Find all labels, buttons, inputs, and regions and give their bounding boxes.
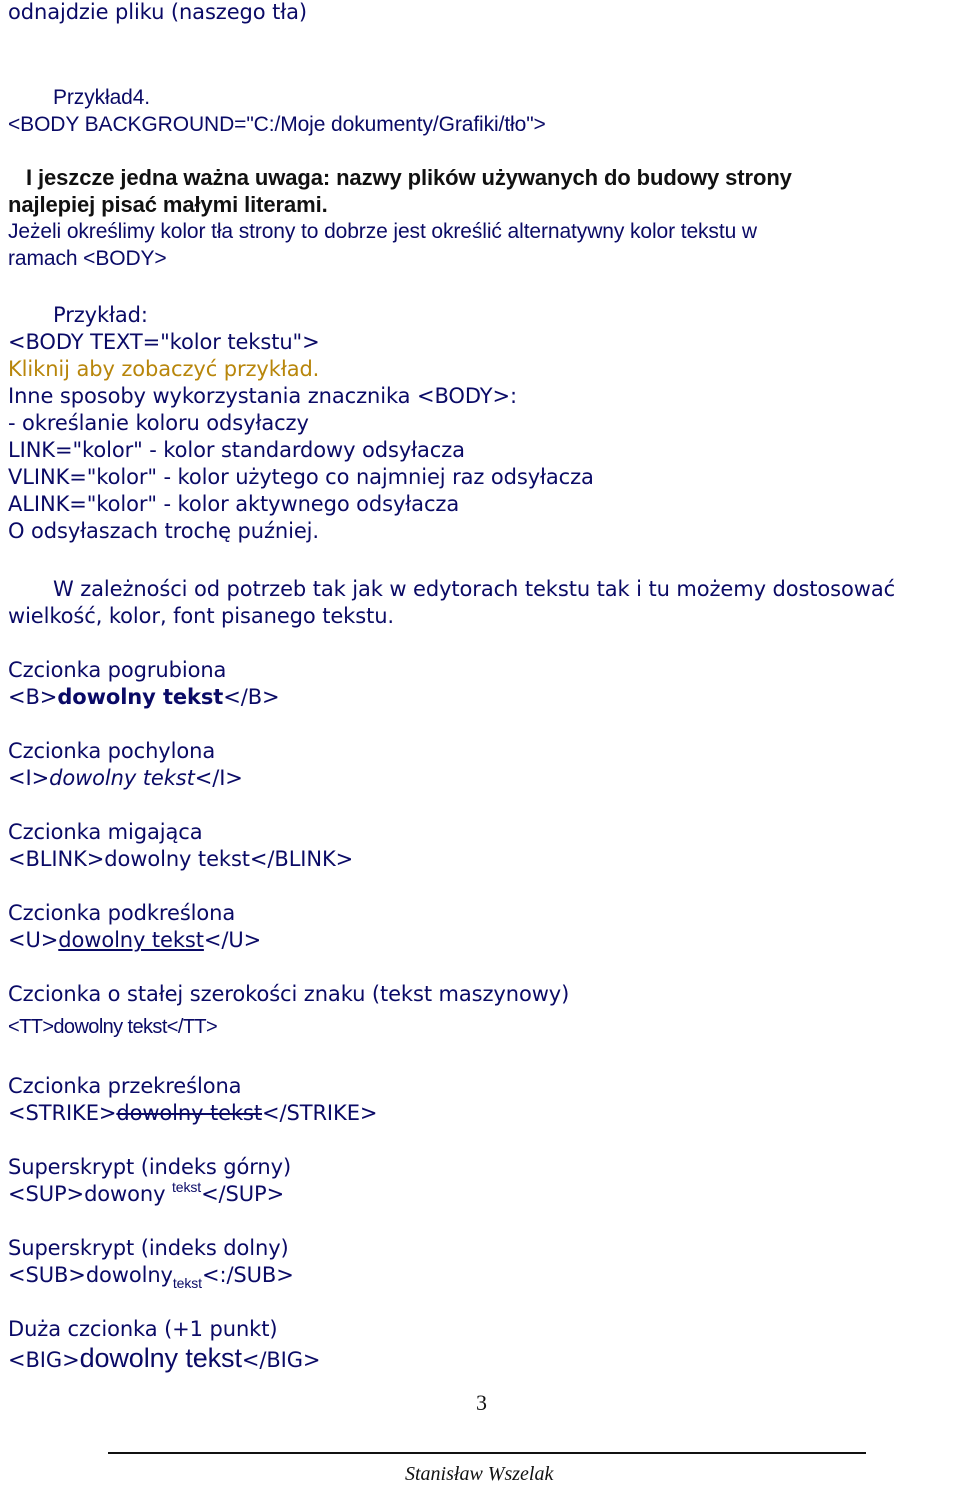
example-code-italic <box>8 765 243 792</box>
open-tag: <I> <box>8 766 50 790</box>
sample-text: dowony <box>84 1182 172 1206</box>
example-label: Przykład4. <box>53 86 151 109</box>
sample-text: dowolny tekst <box>104 847 250 871</box>
text-line: - określanie koloru odsyłaczy <box>8 411 309 435</box>
example-title: Czcionka o stałej szerokości znaku (tekst maszynowy) <box>8 982 570 1006</box>
open-tag: <SUB> <box>8 1263 86 1287</box>
page-number: 3 <box>476 1390 487 1415</box>
text-line: wielkość, kolor, font pisanego tekstu. <box>8 604 394 628</box>
open-tag: <U> <box>8 928 59 952</box>
sample-text: dowolny tekst <box>79 1343 242 1373</box>
open-tag: <TT> <box>8 1016 54 1038</box>
text-line: ALINK="kolor" - kolor aktywnego odsyłacza <box>8 492 460 516</box>
open-tag: <SUP> <box>8 1182 85 1206</box>
code-line: <BODY BACKGROUND="C:/Moje dokumenty/Grafiki/tło"> <box>8 113 546 136</box>
text-line: Inne sposoby wykorzystania znacznika <BODY>: <box>8 384 517 408</box>
example-code-sub <box>8 1262 294 1291</box>
example-title: Czcionka podkreślona <box>8 901 236 925</box>
text-line: odnajdzie pliku (naszego tła) <box>8 0 307 24</box>
close-tag: </SUP> <box>201 1182 285 1206</box>
example-code-big <box>8 1345 320 1374</box>
example-label: Przykład: <box>53 303 148 327</box>
example-link[interactable]: Kliknij aby zobaczyć przykład. <box>8 357 320 381</box>
close-tag: </BLINK> <box>249 847 354 871</box>
example-title: Superskrypt (indeks górny) <box>8 1155 292 1179</box>
example-title: Czcionka pogrubiona <box>8 658 227 682</box>
open-tag: <BIG> <box>8 1348 80 1372</box>
code-line: <BODY TEXT="kolor tekstu"> <box>8 330 320 354</box>
close-tag: </I> <box>194 766 243 790</box>
example-title: Superskrypt (indeks dolny) <box>8 1236 289 1260</box>
text-line: ramach <BODY> <box>8 247 167 270</box>
note-line: najlepiej pisać małymi literami. <box>8 192 328 217</box>
sample-text: dowolny tekst <box>58 928 204 952</box>
text-line: VLINK="kolor" - kolor użytego co najmniej raz odsyłacza <box>8 465 594 489</box>
text-line: O odsyłaszach trochę puźniej. <box>8 519 319 543</box>
close-tag: </STRIKE> <box>262 1101 378 1125</box>
example-code-underline <box>8 927 261 954</box>
text-line: Jeżeli określimy kolor tła strony to dobrze jest określić alternatywny kolor tekstu w <box>8 220 757 243</box>
example-code-tt <box>8 1014 217 1041</box>
text-line: LINK="kolor" - kolor standardowy odsyłacza <box>8 438 465 462</box>
open-tag: <STRIKE> <box>8 1101 117 1125</box>
text-line: W zależności od potrzeb tak jak w edytorach tekstu tak i tu możemy dostosować <box>53 577 896 601</box>
close-tag: <:/SUB> <box>201 1263 294 1287</box>
sample-text: dowolny tekst <box>116 1101 263 1125</box>
example-code-blink <box>8 846 353 873</box>
open-tag: <B> <box>8 685 58 709</box>
sample-text: dowolny tekst <box>49 766 195 790</box>
example-title: Duża czcionka (+1 punkt) <box>8 1317 278 1341</box>
close-tag: </B> <box>223 685 280 709</box>
example-title: Czcionka pochylona <box>8 739 216 763</box>
footer-divider <box>108 1452 866 1454</box>
close-tag: </TT> <box>166 1016 218 1038</box>
subscript-text: tekst <box>172 1275 202 1291</box>
superscript-text: tekst <box>171 1179 202 1195</box>
example-code-strike <box>8 1100 377 1127</box>
open-tag: <BLINK> <box>8 847 105 871</box>
example-title: Czcionka migająca <box>8 820 203 844</box>
close-tag: </BIG> <box>241 1348 321 1372</box>
sample-text: dowolny tekst <box>53 1016 167 1038</box>
sample-text: dowolny <box>85 1263 173 1287</box>
sample-text: dowolny tekst <box>57 685 224 709</box>
footer-author: Stanisław Wszelak <box>405 1463 554 1485</box>
note-line: I jeszcze jedna ważna uwaga: nazwy plików używanych do budowy strony <box>26 165 792 190</box>
example-code-bold <box>8 684 280 711</box>
example-title: Czcionka przekreślona <box>8 1074 242 1098</box>
close-tag: </U> <box>203 928 262 952</box>
example-code-sup <box>8 1181 284 1210</box>
